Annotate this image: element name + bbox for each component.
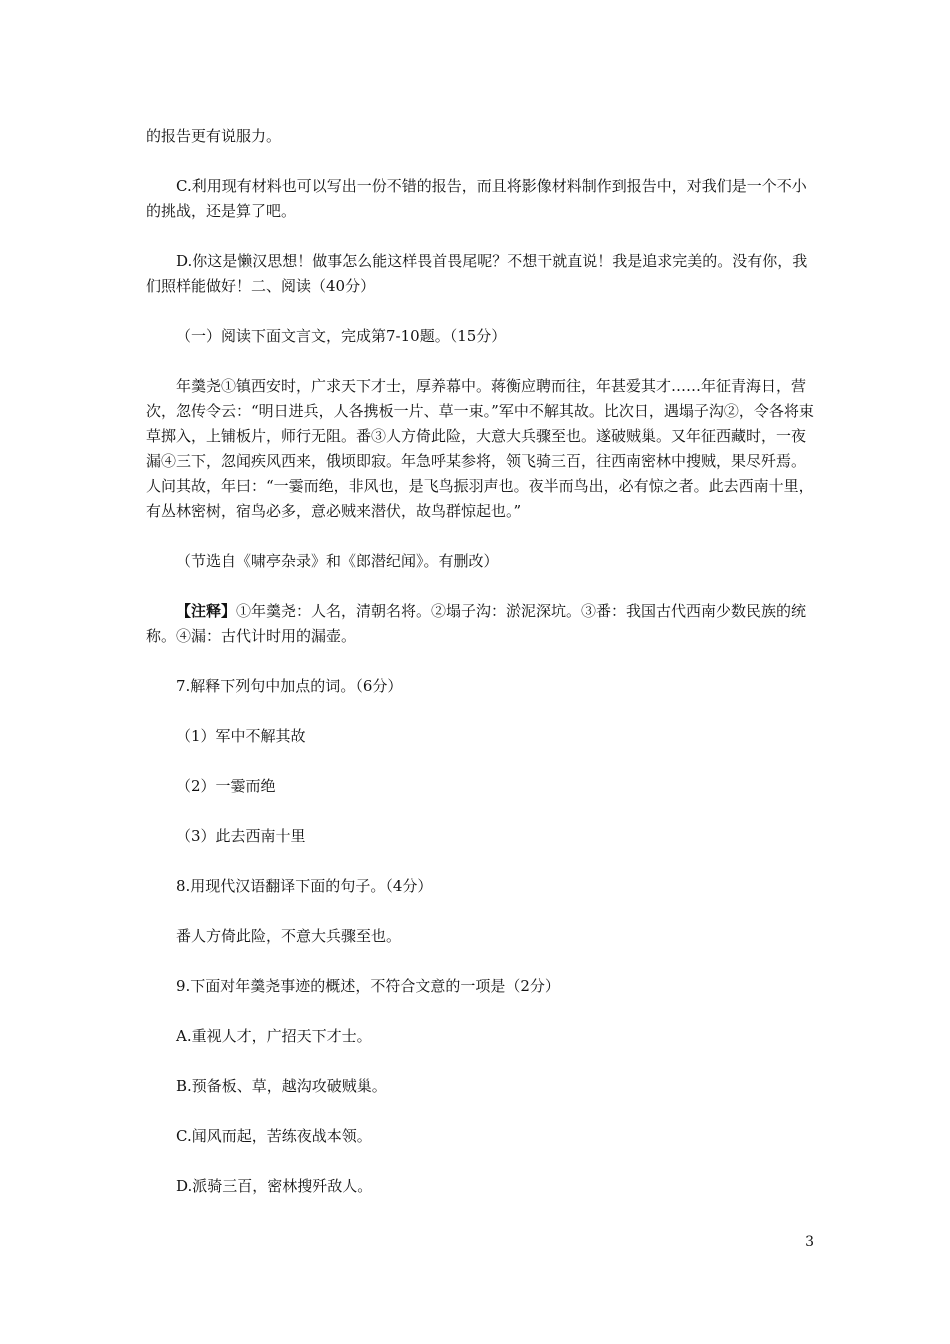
annotation-label: 【注释】 xyxy=(176,602,237,620)
question-9-option-d: D.派骑三百，密林搜歼敌人。 xyxy=(176,1177,373,1195)
option-d-paragraph: D.你这是懒汉思想！做事怎么能这样畏首畏尾呢？不想干就直说！我是追求完美的。没有你，我们照样能做好！二、阅读（40分） xyxy=(146,252,808,295)
option-c-paragraph: C.利用现有材料也可以写出一份不错的报告，而且将影像材料制作到报告中，对我们是一个不小的挑战，还是算了吧。 xyxy=(146,177,807,220)
classical-text-passage: 年羹尧①镇西安时，广求天下才士，厚养幕中。蒋衡应聘而往，年甚爱其才……年征青海日，营次，忽传令云：“明日进兵，人各携板一片、草一束。”军中不解其故。比次日，遇塌子沟②，令各将束草掷入，上铺板片，师行无阻。番③人方倚此险，大意大兵骤至也。遂破贼巢。又年征西藏时，一夜漏④三下，忽闻疾风西来，俄顷即寂。年急呼某参将，领飞骑三百，往西南密林中搜贼，果尽歼焉。人问其故，年曰：“一霎而绝，非风也，是飞鸟振羽声也。夜半而鸟出，必有惊之者。此去西南十里，有丛林密树，宿鸟必多，意必贼来潜伏，故鸟群惊起也。” xyxy=(146,377,814,520)
question-7-item-3: （3）此去西南十里 xyxy=(176,827,306,845)
question-8: 8.用现代汉语翻译下面的句子。（4分） xyxy=(176,877,433,895)
question-9: 9.下面对年羹尧事迹的概述，不符合文意的一项是（2分） xyxy=(176,977,560,995)
question-7: 7.解释下列句中加点的词。（6分） xyxy=(176,677,403,695)
section-heading-classical-reading: （一）阅读下面文言文，完成第7-10题。（15分） xyxy=(176,327,507,345)
question-7-item-1: （1）军中不解其故 xyxy=(176,727,306,745)
page-number: 3 xyxy=(805,1234,814,1250)
question-9-option-a: A.重视人才，广招天下才士。 xyxy=(176,1027,372,1045)
passage-source: （节选自《啸亭杂录》和《郎潜纪闻》。有删改） xyxy=(176,552,499,570)
question-7-item-2: （2）一霎而绝 xyxy=(176,777,276,795)
question-9-option-b: B.预备板、草，越沟攻破贼巢。 xyxy=(176,1077,387,1095)
question-9-option-c: C.闻风而起，苦练夜战本领。 xyxy=(176,1127,372,1145)
annotation-paragraph xyxy=(146,599,814,649)
question-8-sentence: 番人方倚此险，不意大兵骤至也。 xyxy=(176,927,402,945)
annotation-text: ①年羹尧：人名，清朝名将。②塌子沟：淤泥深坑。③番：我国古代西南少数民族的统称。④漏：古代计时用的漏壶。 xyxy=(146,602,807,645)
paragraph-continuation: 的报告更有说服力。 xyxy=(146,127,282,145)
